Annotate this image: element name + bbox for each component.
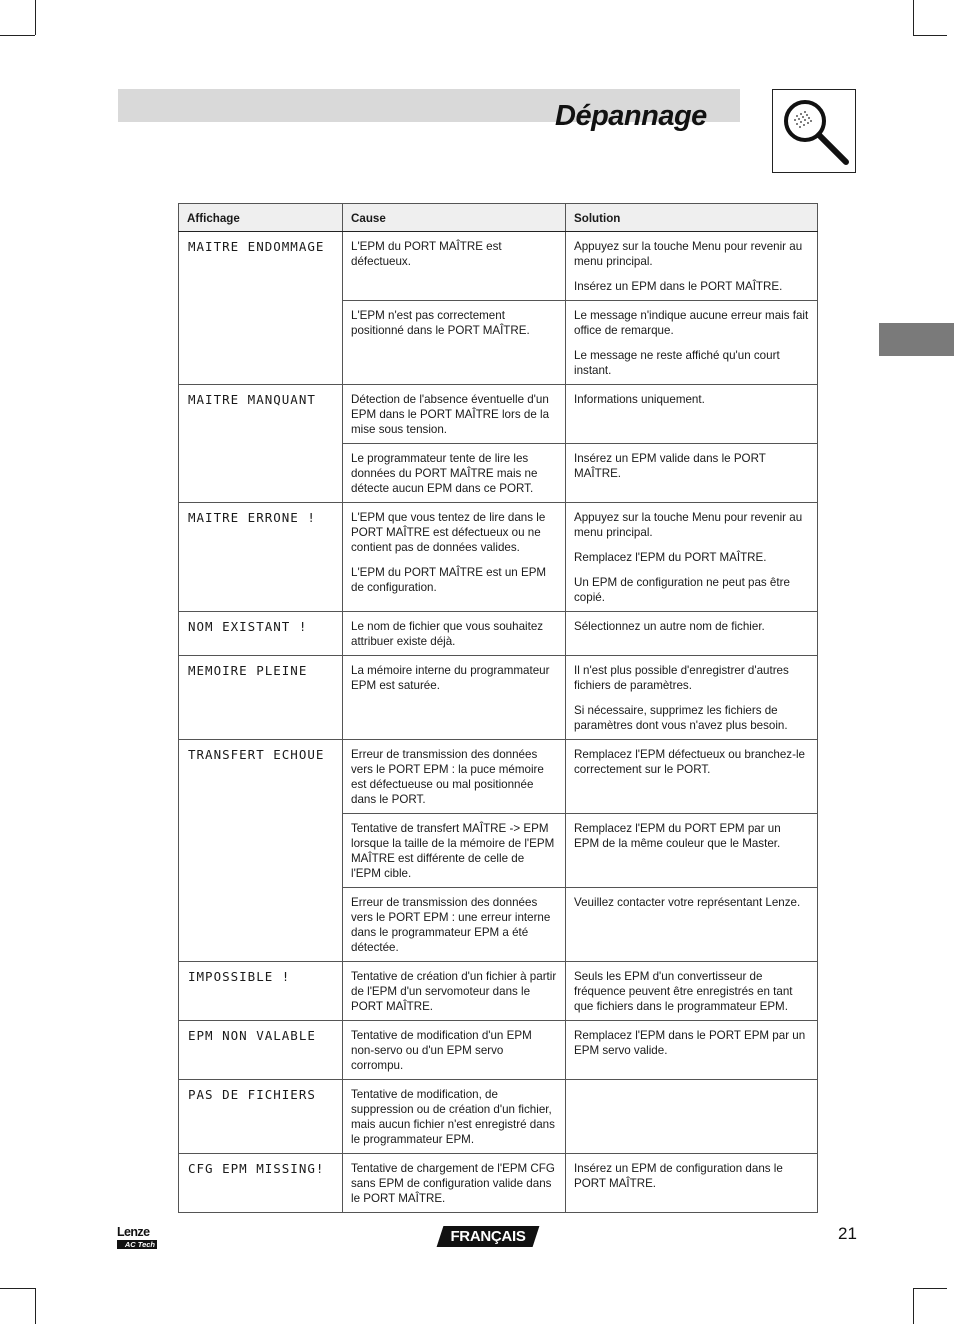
- cause-text: L'EPM du PORT MAÎTRE est défectueux.: [351, 240, 502, 268]
- solution-cell: [566, 656, 818, 740]
- solution-cell: [566, 962, 818, 1021]
- cause-text: L'EPM que vous tentez de lire dans le PORT MAÎTRE est défectueux ou ne contient pas de données valides.: [351, 511, 546, 554]
- header-solution: Solution: [566, 204, 818, 232]
- solution-cell: [566, 612, 818, 656]
- page-title: Dépannage: [555, 100, 707, 132]
- display-message: MAITRE ENDOMMAGE: [179, 232, 343, 385]
- cause-cell: [343, 503, 566, 612]
- solution-cell: [566, 444, 818, 503]
- display-message: MAITRE MANQUANT: [179, 385, 343, 503]
- solution-text: Remplacez l'EPM du PORT EPM par un EPM de la même couleur que le Master.: [574, 822, 781, 850]
- magnifier-icon: [773, 90, 854, 171]
- cause-text: Détection de l'absence éventuelle d'un EPM dans le PORT MAÎTRE lors de la mise sous tension.: [351, 393, 550, 436]
- logo-wordmark: Lenze: [117, 1225, 150, 1239]
- display-message: NOM EXISTANT !: [179, 612, 343, 656]
- crop-mark: [35, 0, 36, 35]
- cause-cell: [343, 962, 566, 1021]
- solution-text: Insérez un EPM valide dans le PORT MAÎTRE.: [574, 452, 766, 480]
- solution-text: Remplacez l'EPM dans le PORT EPM par un EPM servo valide.: [574, 1029, 806, 1057]
- cause-cell: [343, 1021, 566, 1080]
- solution-text: Veuillez contacter votre représentant Lenze.: [574, 896, 801, 909]
- table-header-row: [179, 204, 818, 232]
- lenze-logo: [117, 1226, 157, 1249]
- table-row: [179, 1080, 818, 1154]
- solution-text: Informations uniquement.: [574, 393, 705, 406]
- cause-text: Tentative de chargement de l'EPM CFG sans EPM de configuration valide dans le PORT MAÎTRE.: [351, 1162, 555, 1205]
- solution-text: Le message ne reste affiché qu'un court instant.: [574, 349, 780, 377]
- header-display: Affichage: [179, 204, 343, 232]
- cause-cell: [343, 385, 566, 444]
- display-message: IMPOSSIBLE !: [179, 962, 343, 1021]
- crop-mark: [0, 1288, 35, 1289]
- table-row: [179, 385, 818, 444]
- crop-mark: [913, 1288, 914, 1324]
- solution-text: Si nécessaire, supprimez les fichiers de paramètres dont vous n'avez plus besoin.: [574, 704, 788, 732]
- cause-text: Le programmateur tente de lire les données du PORT MAÎTRE mais ne détecte aucun EPM dans ce PORT.: [351, 452, 538, 495]
- table-body: [179, 232, 818, 1213]
- solution-cell: [566, 232, 818, 301]
- display-message: EPM NON VALABLE: [179, 1021, 343, 1080]
- cause-text: Tentative de création d'un fichier à partir de l'EPM d'un servomoteur dans le PORT MAÎTRE.: [351, 970, 557, 1013]
- table-row: [179, 503, 818, 612]
- section-tab: [879, 323, 954, 356]
- table-row: [179, 962, 818, 1021]
- cause-text: L'EPM du PORT MAÎTRE est un EPM de configuration.: [351, 566, 547, 594]
- solution-cell: [566, 1080, 818, 1154]
- crop-mark: [0, 35, 35, 36]
- cause-cell: [343, 888, 566, 962]
- solution-text: Le message n'indique aucune erreur mais fait office de remarque.: [574, 309, 809, 337]
- cause-cell: [343, 444, 566, 503]
- table-row: [179, 656, 818, 740]
- cause-text: Tentative de modification d'un EPM non-servo ou d'un EPM servo corrompu.: [351, 1029, 532, 1072]
- cause-text: La mémoire interne du programmateur EPM est saturée.: [351, 664, 550, 692]
- solution-text: Appuyez sur la touche Menu pour revenir au menu principal.: [574, 240, 803, 268]
- logo-subtitle: AC Tech: [117, 1240, 157, 1249]
- display-message: TRANSFERT ECHOUE: [179, 740, 343, 962]
- cause-text: Tentative de modification, de suppression ou de création d'un fichier, mais aucun fichier n'est enregistré dans le programmateur EPM.: [351, 1088, 555, 1146]
- crop-mark: [913, 0, 914, 35]
- solution-cell: [566, 888, 818, 962]
- cause-cell: [343, 612, 566, 656]
- solution-cell: [566, 740, 818, 814]
- solution-text: Sélectionnez un autre nom de fichier.: [574, 620, 765, 633]
- cause-text: Le nom de fichier que vous souhaitez attribuer existe déjà.: [351, 620, 544, 648]
- cause-cell: [343, 740, 566, 814]
- cause-text: Tentative de transfert MAÎTRE -> EPM lorsque la taille de la mémoire de l'EPM MAÎTRE est différente de celle de l'EPM cible.: [351, 822, 555, 880]
- solution-text: Insérez un EPM dans le PORT MAÎTRE.: [574, 280, 783, 293]
- header-cause: Cause: [343, 204, 566, 232]
- display-message: CFG EPM MISSING!: [179, 1154, 343, 1213]
- crop-mark: [913, 35, 947, 36]
- solution-text: Remplacez l'EPM défectueux ou branchez-le correctement sur le PORT.: [574, 748, 805, 776]
- crop-mark: [35, 1288, 36, 1324]
- solution-cell: [566, 814, 818, 888]
- troubleshooting-table: [178, 203, 818, 1213]
- solution-cell: [566, 1021, 818, 1080]
- page-number: 21: [838, 1224, 857, 1243]
- table-row: [179, 740, 818, 814]
- solution-cell: [566, 1154, 818, 1213]
- table-row: [179, 232, 818, 301]
- solution-text: Il n'est plus possible d'enregistrer d'autres fichiers de paramètres.: [574, 664, 789, 692]
- cause-text: Erreur de transmission des données vers le PORT EPM : la puce mémoire est défectueuse ou mal positionnée dans le PORT.: [351, 748, 544, 806]
- table-row: [179, 1021, 818, 1080]
- magnifier-icon-box: [772, 89, 856, 173]
- display-message: MEMOIRE PLEINE: [179, 656, 343, 740]
- solution-text: Un EPM de configuration ne peut pas être copié.: [574, 576, 790, 604]
- table-row: [179, 612, 818, 656]
- cause-cell: [343, 301, 566, 385]
- solution-cell: [566, 385, 818, 444]
- solution-text: Remplacez l'EPM du PORT MAÎTRE.: [574, 551, 767, 564]
- language-badge: FRANÇAIS: [450, 1228, 526, 1245]
- solution-text: Appuyez sur la touche Menu pour revenir au menu principal.: [574, 511, 803, 539]
- cause-cell: [343, 1080, 566, 1154]
- cause-cell: [343, 656, 566, 740]
- solution-text: Insérez un EPM de configuration dans le PORT MAÎTRE.: [574, 1162, 783, 1190]
- solution-text: Seuls les EPM d'un convertisseur de fréquence peuvent être enregistrés en tant que fichiers dans le programmateur EPM.: [574, 970, 793, 1013]
- cause-text: L'EPM n'est pas correctement positionné dans le PORT MAÎTRE.: [351, 309, 530, 337]
- cause-cell: [343, 232, 566, 301]
- cause-text: Erreur de transmission des données vers le PORT EPM : une erreur interne dans le programmateur EPM a été détectée.: [351, 896, 551, 954]
- table-row: [179, 1154, 818, 1213]
- crop-mark: [913, 1288, 947, 1289]
- solution-cell: [566, 503, 818, 612]
- cause-cell: [343, 1154, 566, 1213]
- cause-cell: [343, 814, 566, 888]
- display-message: PAS DE FICHIERS: [179, 1080, 343, 1154]
- solution-cell: [566, 301, 818, 385]
- display-message: MAITRE ERRONE !: [179, 503, 343, 612]
